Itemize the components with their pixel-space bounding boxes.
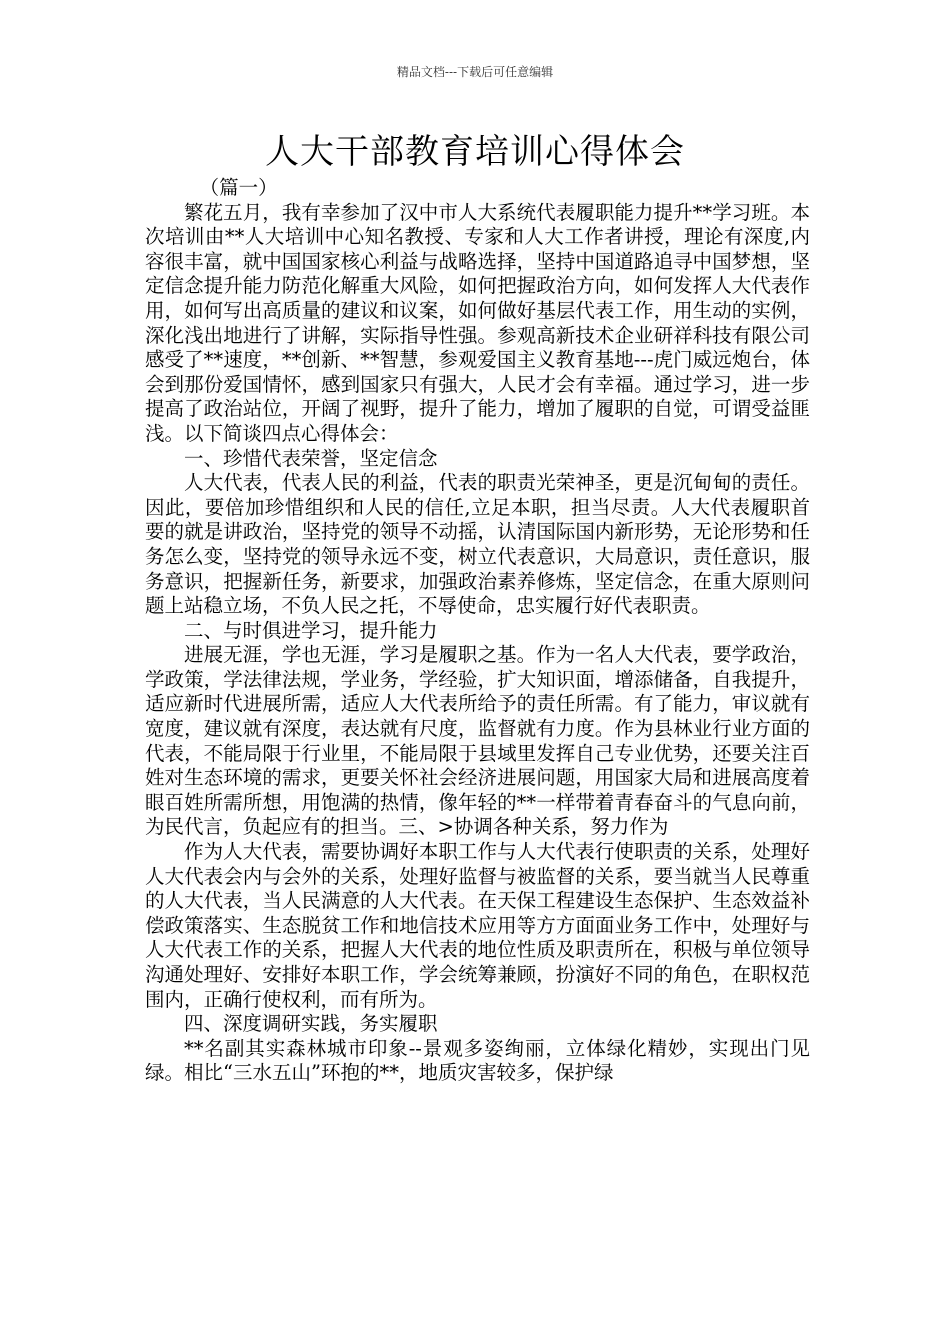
body-paragraph: 进展无涯，学也无涯，学习是履职之基。作为一名人大代表，要学政治，学政策，学法律法规，学业务，学经验，扩大知识面，增添储备，自我提升，适应新时代进展所需，适应人大代表所给予的责任所需。有了能力，审议就有宽度，建议就有深度，表达就有尺度，监督就有力度。作为县林业行业方面的代表，不能局限于行业里，不能局限于县域里发挥自己专业优势，还要关注百姓对生态环境的需求，更要关怀社会经济进展问题，用国家大局和进展高度着眼百姓所需所想，用饱满的热情，像年轻的**一样带着青春奋斗的气息向前，为民代言，负起应有的担当。三、>协调各种关系，努力作为 (145, 643, 810, 839)
section-heading: 一、珍惜代表荣誉，坚定信念 (184, 446, 438, 470)
body-paragraph: **名副其实森林城市印象--景观多姿绚丽，立体绿化精妙，实现出门见绿。相比“三水五山”环抱的**，地质灾害较多，保护绿 (145, 1036, 810, 1085)
body-paragraph: 繁花五月，我有幸参加了汉中市人大系统代表履职能力提升**学习班。本次培训由**人大培训中心知名教授、专家和人大工作者讲授，理论有深度,内容很丰富，就中国国家核心利益与战略选择，坚持中国道路追寻中国梦想，坚定信念提升能力防范化解重大风险，如何把握政治方向，如何发挥人大代表作用，如何写出高质量的建议和议案，如何做好基层代表工作，用生动的实例，深化浅出地进行了讲解，实际指导性强。参观高新技术企业研祥科技有限公司感受了**速度，**创新、**智慧，参观爱国主义教育基地---虎门威远炮台，体会到那份爱国情怀，感到国家只有强大，人民才会有幸福。通过学习，进一步提高了政治站位，开阔了视野，提升了能力，增加了履职的自觉，可谓受益匪浅。以下简谈四点心得体会： (145, 200, 810, 445)
section-label: （篇一） (199, 176, 278, 199)
page-header: 精品文档---下载后可任意编辑 (396, 65, 554, 79)
section-heading: 二、与时俱进学习，提升能力 (184, 618, 438, 642)
body-paragraph: 人大代表，代表人民的利益，代表的职责光荣神圣，更是沉甸甸的责任。因此，要倍加珍惜组织和人民的信任,立足本职，担当尽责。人大代表履职首要的就是讲政治，坚持党的领导不动摇，认清国际国内新形势，无论形势和任务怎么变，坚持党的领导永远不变，树立代表意识，大局意识，责任意识，服务意识，把握新任务，新要求，加强政治素养修炼，坚定信念，在重大原则问题上站稳立场，不负人民之托，不辱使命，忠实履行好代表职责。 (145, 471, 810, 618)
document-body (145, 176, 810, 1086)
document-title: 人大干部教育培训心得体会 (265, 132, 685, 172)
body-paragraph: 作为人大代表，需要协调好本职工作与人大代表行使职责的关系，处理好人大代表会内与会外的关系，处理好监督与被监督的关系，要当就当人民尊重的人大代表，当人民满意的人大代表。在天保工程建设生态保护、生态效益补偿政策落实、生态脱贫工作和地信技术应用等方方面面业务工作中，处理好与人大代表工作的关系，把握人大代表的地位性质及职责所在，积极与单位领导沟通处理好、安排好本职工作，学会统筹兼顾，扮演好不同的角色，在职权范围内，正确行使权利，而有所为。 (145, 840, 810, 1011)
section-heading: 四、深度调研实践，务实履职 (184, 1012, 438, 1036)
